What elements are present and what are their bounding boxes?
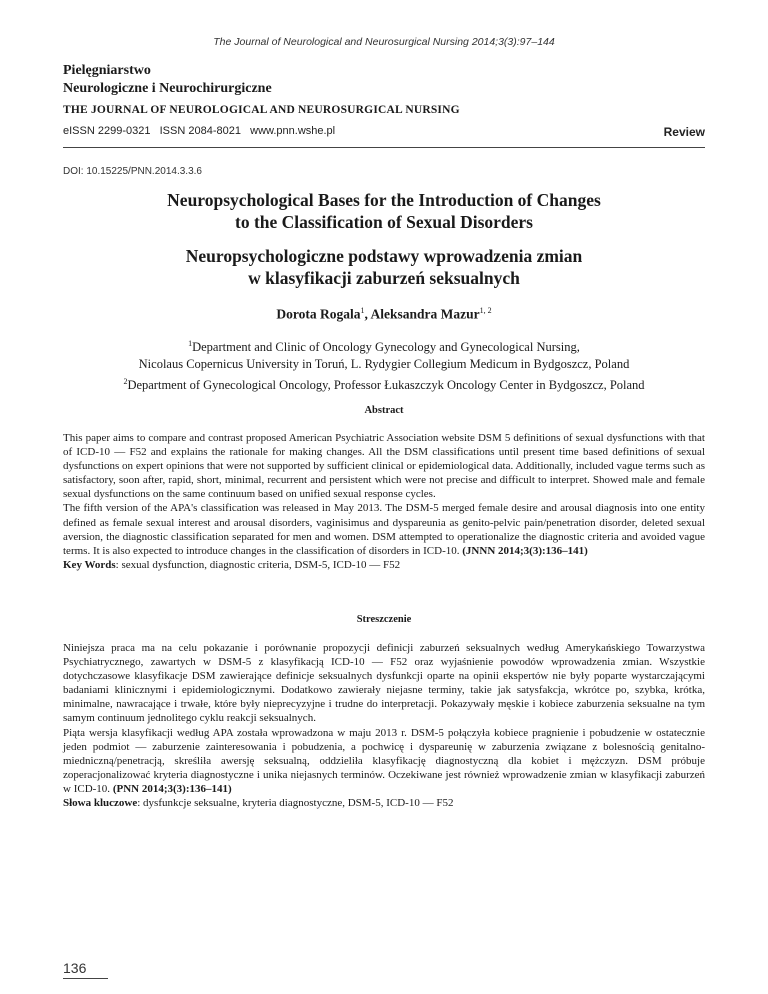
abstract-citation: (JNNN 2014;3(3):136–141): [462, 544, 588, 557]
journal-english-name: THE JOURNAL OF NEUROLOGICAL AND NEUROSURGICAL NURSING: [63, 104, 460, 116]
issn-text: eISSN 2299-0321 ISSN 2084-8021 www.pnn.wshe.pl: [63, 125, 336, 137]
streszczenie-paragraph-2-text: Piąta wersja klasyfikacji według APA została wprowadzona w maju 2013 r. DSM-5 połączyła kobiece pragnienie i pobudzenie w ostatecznie jeden podmiot — zaburzenie zainteresowania i pobudzenia, a pochwicę i dyspareunię w zaburzenia związane z bolesnością genitalno-miedniczną/penetracją, skreśliła awersję seksualną, oddzieliła klasyfikację diagnostyczną dla kobiet i mężczyzn. DSM próbuje zoperacjonalizować kryteria diagnostyczne i unika niejasnych terminów. Oczekiwane jest również wprowadzenie zmian w klasyfikacji zaburzeń w ICD-10.: [63, 726, 705, 795]
affiliation-1-number: 1: [188, 339, 193, 348]
page-number-rule: [63, 978, 108, 979]
author-2: Aleksandra Mazur: [370, 306, 480, 322]
slowa-kluczowe-label: Słowa kluczowe: [63, 797, 138, 810]
journal-masthead: [63, 62, 460, 116]
doi: DOI: 10.15225/PNN.2014.3.3.6: [63, 166, 202, 177]
author-2-affiliation: 1, 2: [479, 306, 492, 315]
abstract-heading: Abstract: [364, 405, 404, 416]
streszczenie-paragraph-1: Niniejsza praca ma na celu pokazanie i porównanie propozycji definicji zaburzeń seksualnych według Amerykańskiego Towarzystwa Psychiatrycznego, zawartych w DSM-5 z klasyfikacją ICD-10 — F52 oraz wyjaśnienie powodów wprowadzenia zmian. Wszystkie dotychczasowe klasyfikacje DSM zawierające definicje seksualnych dysfunkcji oparte na opinii ekspertów nie były poparte wystarczającymi badaniami klinicznymi i epidemiologicznymi. Dodatkowo zawierały niejasne terminy, takie jak satysfakcja, wkrótce po, szybka, krótka, minimalne, nawracające i trwałe, które były nieprecyzyjne i trudne do interpretacji. Pokazywały męskie i kobiece zaburzenia seksualne na tym samym continuum jednolitego cyklu reakcji seksualnych.: [63, 642, 705, 725]
slowa-kluczowe-text: : dysfunkcje seksualne, kryteria diagnostyczne, DSM-5, ICD-10 — F52: [137, 797, 454, 810]
affiliation-2: [40, 373, 728, 394]
journal-name-line1: Pielęgniarstwo: [63, 63, 151, 78]
title-en-line2: to the Classification of Sexual Disorders: [235, 212, 533, 232]
title-polish: [80, 245, 688, 289]
affiliation-1-line2: Nicolaus Copernicus University in Toruń, L. Rydygier Collegium Medicum in Bydgoszcz, Poland: [138, 357, 630, 372]
affiliation-2-text: Department of Gynecological Oncology, Professor Łukaszczyk Oncology Center in Bydgoszcz, Poland: [127, 378, 645, 393]
keywords-label: Key Words: [63, 558, 116, 571]
streszczenie-heading: Streszczenie: [356, 614, 412, 625]
streszczenie-keywords: [63, 796, 705, 810]
affiliation-1-line1: Department and Clinic of Oncology Gynecology and Gynecological Nursing,: [192, 340, 580, 355]
title-pl-line2: w klasyfikacji zaburzeń seksualnych: [248, 268, 520, 288]
title-en-line1: Neuropsychological Bases for the Introduction of Changes: [167, 190, 601, 210]
page-number: 136: [63, 960, 87, 976]
journal-name-line2: Neurologiczne i Neurochirurgiczne: [63, 81, 272, 96]
title-english: [80, 189, 688, 233]
keywords-text: : sexual dysfunction, diagnostic criteria, DSM-5, ICD-10 — F52: [115, 558, 401, 571]
title-pl-line1: Neuropsychologiczne podstawy wprowadzenia zmian: [185, 246, 583, 266]
abstract-paragraph-2: [63, 501, 705, 557]
affiliations: [40, 335, 728, 394]
header-rule: [63, 147, 705, 148]
author-1-affiliation: 1: [360, 306, 365, 315]
author-separator: ,: [364, 306, 371, 322]
article-type-label: Review: [663, 125, 705, 139]
authors: [0, 306, 768, 323]
abstract-paragraph-1: This paper aims to compare and contrast proposed American Psychiatric Association website DSM 5 definitions of sexual dysfunctions with that of ICD-10 — F52 and explains the rationale for making changes. All the DSM classifications until present time based definitions of sexual dysfunctions on expert opinions that were not supported by sufficient clinical or epidemiological data. Additionally, included vague terms such as satisfactory, soon after, rapid, short, minimal, recurrent and persistent which were not precise and difficult to interpret. Showed male and female sexual dysfunctions on the same continuum based on unified sexual response cycles.: [63, 432, 705, 501]
author-1: Dorota Rogala: [276, 306, 361, 322]
streszczenie-citation: (PNN 2014;3(3):136–141): [112, 782, 232, 795]
affiliation-1: [40, 335, 728, 356]
issn-row: [63, 125, 705, 141]
streszczenie-paragraph-2: [63, 726, 705, 796]
affiliation-2-number: 2: [123, 377, 128, 387]
abstract-keywords: [63, 558, 705, 572]
abstract-paragraph-2-text: The fifth version of the APA's classification was released in May 2013. The DSM-5 merged female desire and arousal diagnosis into one entity defined as female sexual interest and arousal disorders, vaginisimus and dyspareunia as genito-pelvic pain/penetration disorder, deleted sexual aversion, the diagnostic classification separated for men and women. DSM attempted to operationalize the diagnostic criteria and avoided vague terms. It is also expected to introduce changes in the classification of disorders in ICD-10.: [63, 502, 705, 557]
running-head: The Journal of Neurological and Neurosurgical Nursing 2014;3(3):97–144: [213, 36, 555, 48]
streszczenie-body: [63, 641, 705, 810]
abstract-body: [63, 431, 705, 572]
